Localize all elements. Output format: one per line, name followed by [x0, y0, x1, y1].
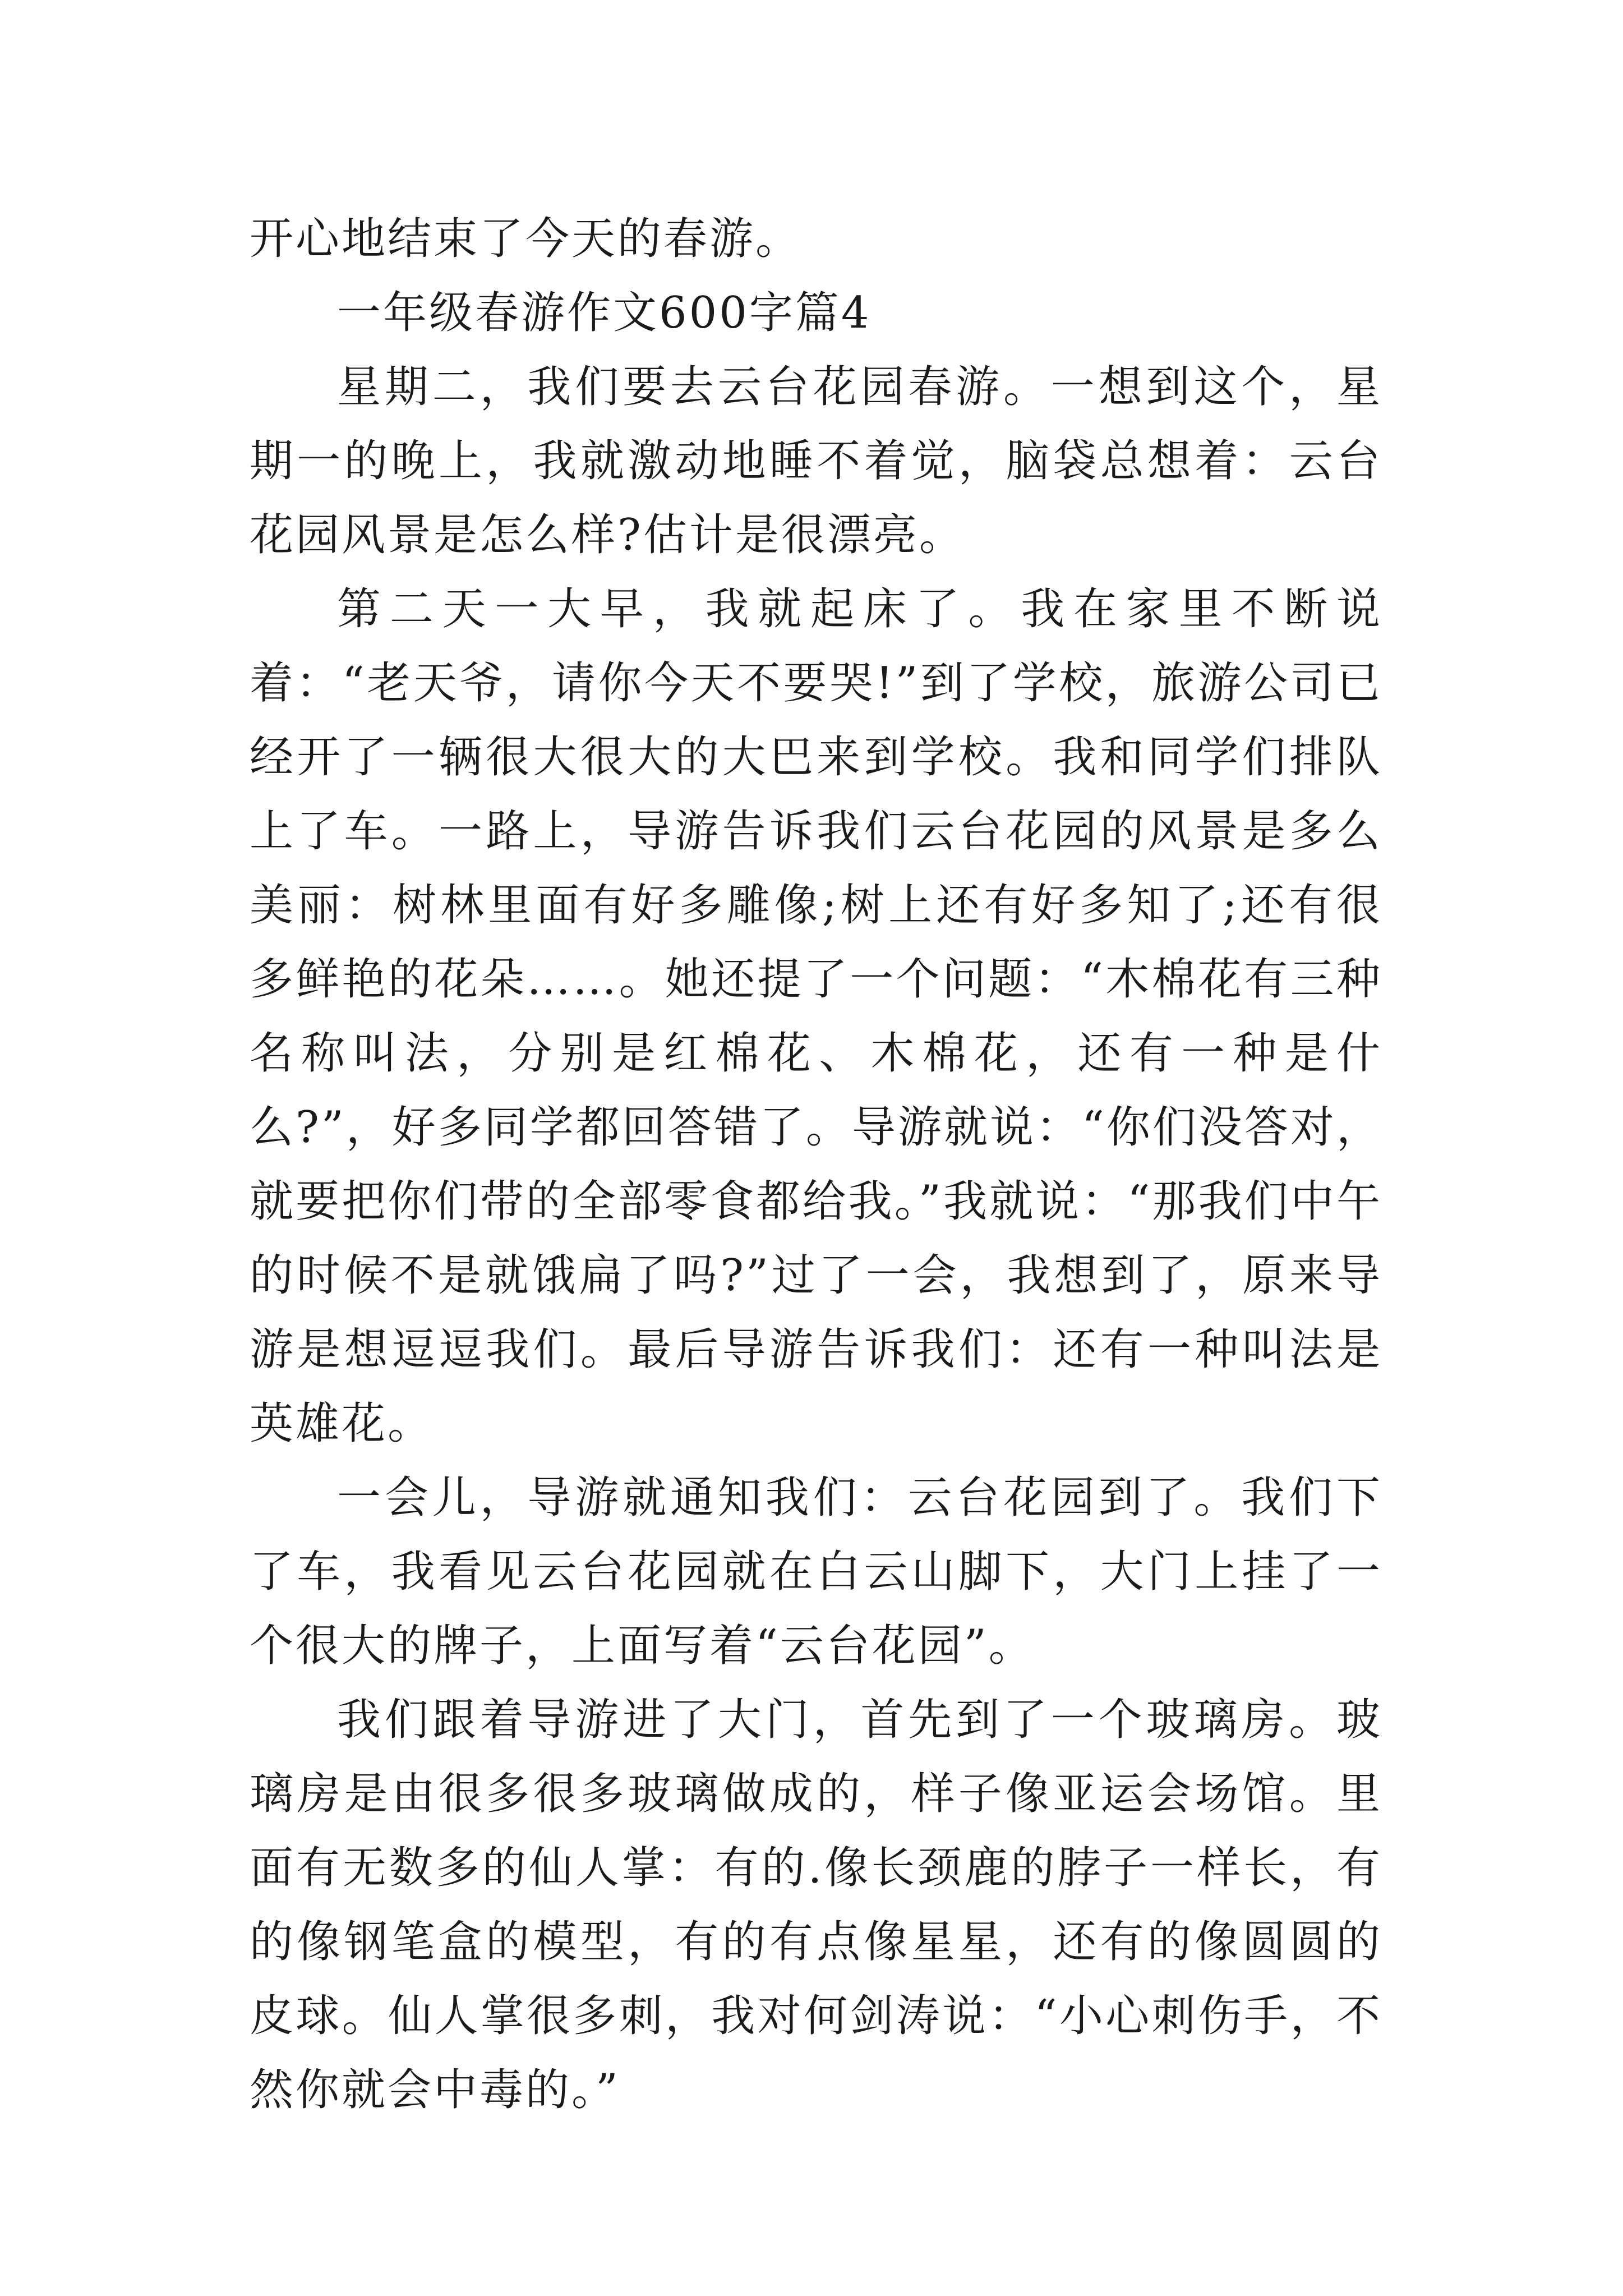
opening-line: 开心地结束了今天的春游。	[250, 214, 802, 264]
essay-title: 一年级春游作文600字篇4	[337, 288, 872, 338]
paragraph-3: 一会儿，导游就通知我们：云台花园到了。我们下了车，我看见云台花园就在白云山脚下，大门上挂了一个很大的牌子，上面写着“云台花园”。	[250, 1473, 1382, 1671]
document-body	[250, 202, 1382, 2127]
paragraph-2: 第二天一大早，我就起床了。我在家里不断说着：“老天爷，请你今天不要哭!”到了学校，旅游公司已经开了一辆很大很大的大巴来到学校。我和同学们排队上了车。一路上，导游告诉我们云台花园的风景是多么美丽：树林里面有好多雕像;树上还有好多知了;还有很多鲜艳的花朵……。她还提了一个问题：“木棉花有三种名称叫法，分别是红棉花、木棉花，还有一种是什么?”，好多同学都回答错了。导游就说：“你们没答对，就要把你们带的全部零食都给我。”我就说：“那我们中午的时候不是就饿扁了吗?”过了一会，我想到了，原来导游是想逗逗我们。最后导游告诉我们：还有一种叫法是英雄花。	[250, 584, 1382, 1449]
paragraph-1: 星期二，我们要去云台花园春游。一想到这个，星期一的晚上，我就激动地睡不着觉，脑袋总想着：云台花园风景是怎么样?估计是很漂亮。	[250, 362, 1382, 560]
paragraph-4: 我们跟着导游进了大门，首先到了一个玻璃房。玻璃房是由很多很多玻璃做成的，样子像亚运会场馆。里面有无数多的仙人掌：有的.像长颈鹿的脖子一样长，有的像钢笔盒的模型，有的有点像星星，还有的像圆圆的皮球。仙人掌很多刺，我对何剑涛说：“小心刺伤手，不然你就会中毒的。”	[250, 1695, 1382, 2115]
